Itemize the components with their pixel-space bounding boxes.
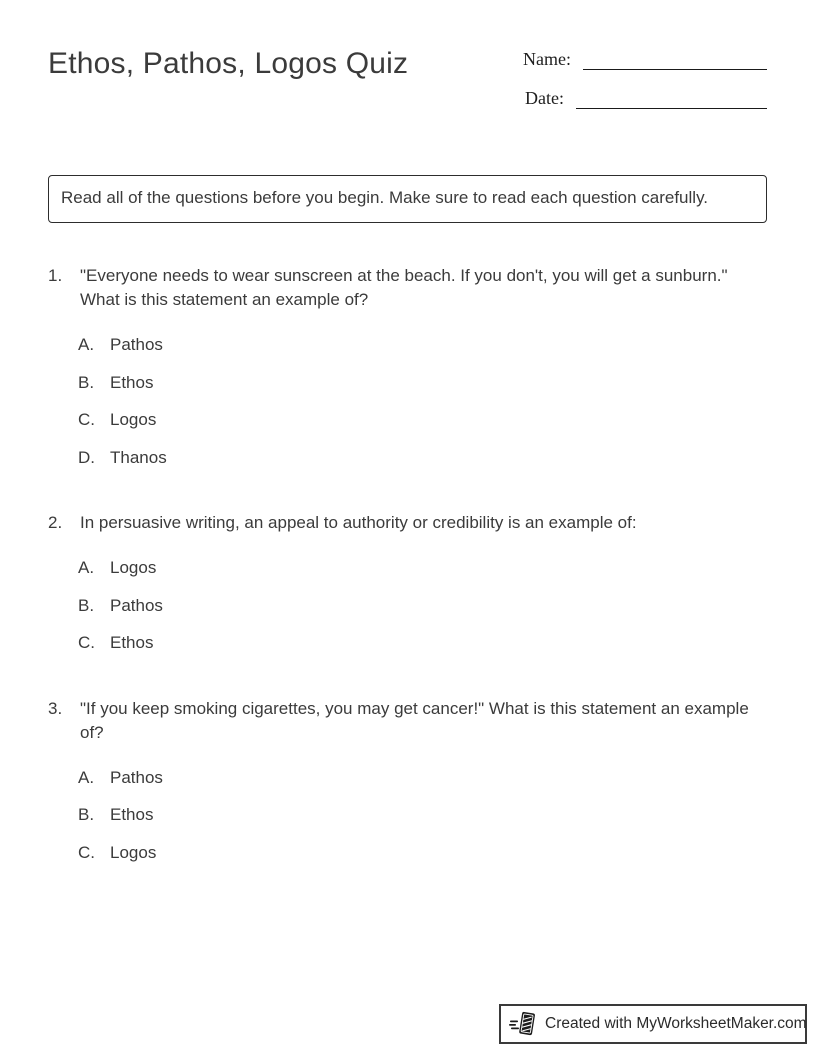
question-1-number: 1. xyxy=(48,266,63,285)
choice-1a[interactable] xyxy=(78,334,767,357)
choice-2a[interactable] xyxy=(78,557,767,580)
name-date-block xyxy=(523,48,767,126)
choice-1d[interactable] xyxy=(78,447,767,470)
choice-2c[interactable] xyxy=(78,632,767,655)
header xyxy=(48,46,767,126)
question-2-number: 2. xyxy=(48,513,63,532)
question-1-row xyxy=(48,264,767,312)
choice-1a-text: Pathos xyxy=(110,335,163,354)
choice-2c-text: Ethos xyxy=(110,633,154,652)
question-list xyxy=(48,264,767,864)
question-1 xyxy=(48,264,767,469)
choice-3a[interactable] xyxy=(78,767,767,790)
choice-1b-text: Ethos xyxy=(110,372,154,392)
choice-3a-letter: A. xyxy=(78,767,95,787)
choice-2a-text: Logos xyxy=(110,558,157,577)
choice-3b[interactable] xyxy=(78,804,767,827)
choice-1d-letter: D. xyxy=(78,447,95,467)
choice-3a-text: Pathos xyxy=(110,767,163,787)
choice-2b-letter: B. xyxy=(78,595,95,615)
question-2-text: In persuasive writing, an appeal to authority or credibility is an example of: xyxy=(80,513,637,532)
choice-3c[interactable] xyxy=(78,842,767,865)
question-3-text: "If you keep smoking cigarettes, you may get cancer!" What is this statement an example of? xyxy=(80,698,749,742)
choice-2b[interactable] xyxy=(78,595,767,618)
credit-badge-text: Created with MyWorksheetMaker.com xyxy=(545,1015,807,1032)
name-row xyxy=(523,48,767,70)
date-field[interactable] xyxy=(576,87,767,109)
question-1-text: "Everyone needs to wear sunscreen at the beach. If you don't, you will get a sunburn." What is this statement an example of? xyxy=(80,266,728,309)
flying-worksheet-icon xyxy=(509,1009,537,1039)
choice-1c[interactable] xyxy=(78,409,767,432)
choice-2a-letter: A. xyxy=(78,558,95,577)
name-label: Name: xyxy=(523,49,571,69)
instructions-box xyxy=(48,175,767,223)
date-row xyxy=(523,87,767,109)
choice-1b[interactable] xyxy=(78,372,767,395)
question-2-choices xyxy=(78,557,767,655)
question-2 xyxy=(48,511,767,655)
question-3-number: 3. xyxy=(48,698,63,718)
choice-3b-text: Ethos xyxy=(110,805,154,824)
question-3 xyxy=(48,697,767,865)
question-1-choices xyxy=(78,334,767,469)
credit-badge[interactable] xyxy=(499,1004,807,1044)
choice-1c-text: Logos xyxy=(110,410,157,429)
choice-3b-letter: B. xyxy=(78,805,95,824)
choice-2b-text: Pathos xyxy=(110,595,163,615)
choice-3c-letter: C. xyxy=(78,842,95,862)
choice-2c-letter: C. xyxy=(78,633,95,652)
instructions-text: Read all of the questions before you begin. Make sure to read each question carefully. xyxy=(61,188,709,207)
choice-1a-letter: A. xyxy=(78,335,95,354)
choice-1d-text: Thanos xyxy=(110,447,167,467)
choice-1b-letter: B. xyxy=(78,372,95,392)
question-3-choices xyxy=(78,767,767,865)
choice-3c-text: Logos xyxy=(110,842,157,862)
name-field[interactable] xyxy=(583,48,767,70)
question-2-row xyxy=(48,511,767,535)
choice-1c-letter: C. xyxy=(78,410,95,429)
date-label: Date: xyxy=(525,88,564,108)
question-3-row xyxy=(48,697,767,745)
page-title: Ethos, Pathos, Logos Quiz xyxy=(48,47,409,80)
